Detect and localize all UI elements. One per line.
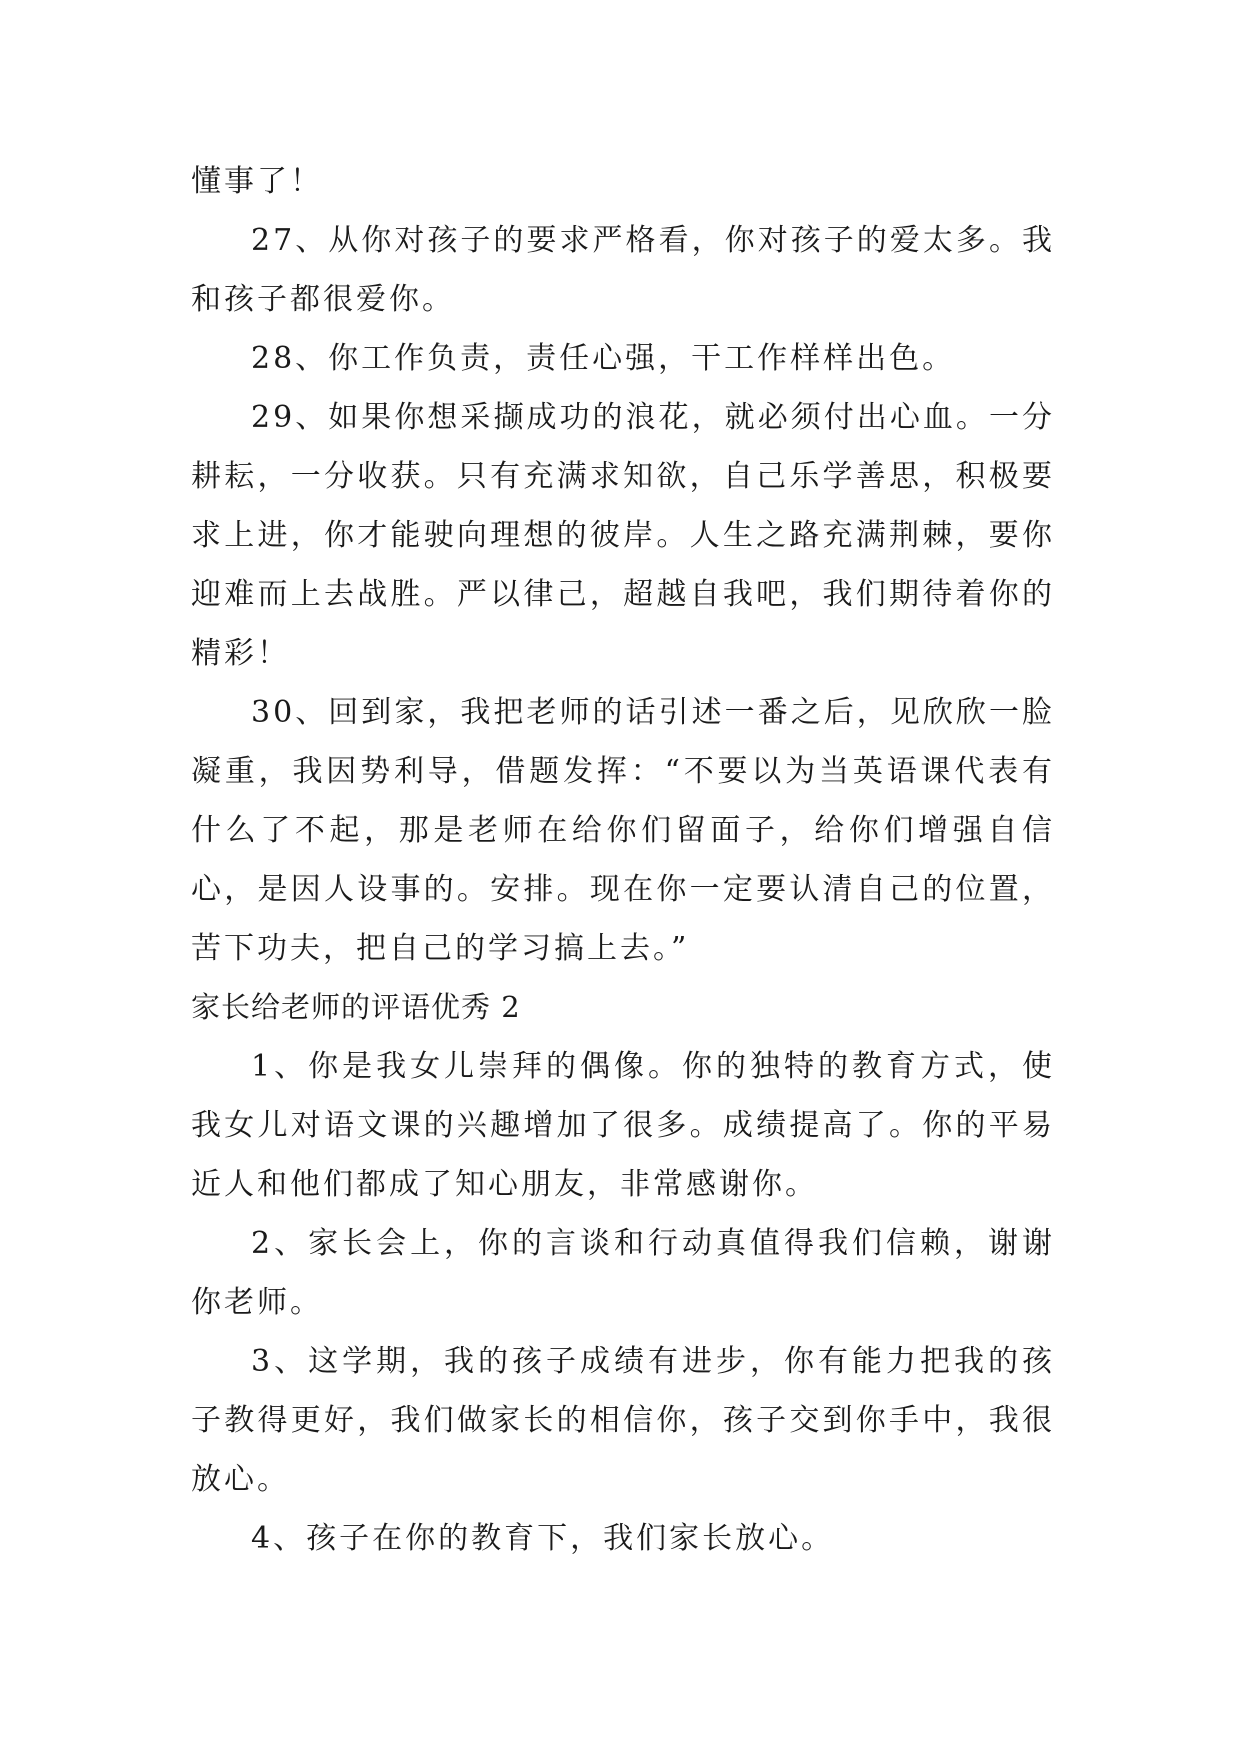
paragraph-item-2: 2、家长会上，你的言谈和行动真值得我们信赖，谢谢你老师。 (191, 1226, 1055, 1320)
paragraph-item-3: 3、这学期，我的孩子成绩有进步，你有能力把我的孩子教得更好，我们做家长的相信你，孩子交到你手中，我很放心。 (191, 1344, 1055, 1497)
paragraph-item-1: 1、你是我女儿崇拜的偶像。你的独特的教育方式，使我女儿对语文课的兴趣增加了很多。成绩提高了。你的平易近人和他们都成了知心朋友，非常感谢你。 (191, 1049, 1055, 1202)
paragraph-item-27: 27、从你对孩子的要求严格看，你对孩子的爱太多。我和孩子都很爱你。 (191, 223, 1055, 317)
paragraph-item-30: 30、回到家，我把老师的话引述一番之后，见欣欣一脸凝重，我因势利导，借题发挥：“不要以为当英语课代表有什么了不起，那是老师在给你们留面子，给你们增强自信心，是因人设事的。安排。现在你一定要认清自己的位置，苦下功夫，把自己的学习搞上去。” (191, 695, 1055, 966)
document-page (191, 152, 1055, 1568)
section-title: 家长给老师的评语优秀 2 (191, 990, 521, 1024)
paragraph-item-29: 29、如果你想采撷成功的浪花，就必须付出心血。一分耕耘，一分收获。只有充满求知欲，自己乐学善思，积极要求上进，你才能驶向理想的彼岸。人生之路充满荆棘，要你迎难而上去战胜。严以律己，超越自我吧，我们期待着你的精彩！ (191, 400, 1055, 671)
paragraph-continuation: 懂事了！ (191, 164, 323, 199)
paragraph-item-4: 4、孩子在你的教育下，我们家长放心。 (251, 1521, 835, 1556)
paragraph-item-28: 28、你工作负责，责任心强，干工作样样出色。 (251, 341, 956, 376)
